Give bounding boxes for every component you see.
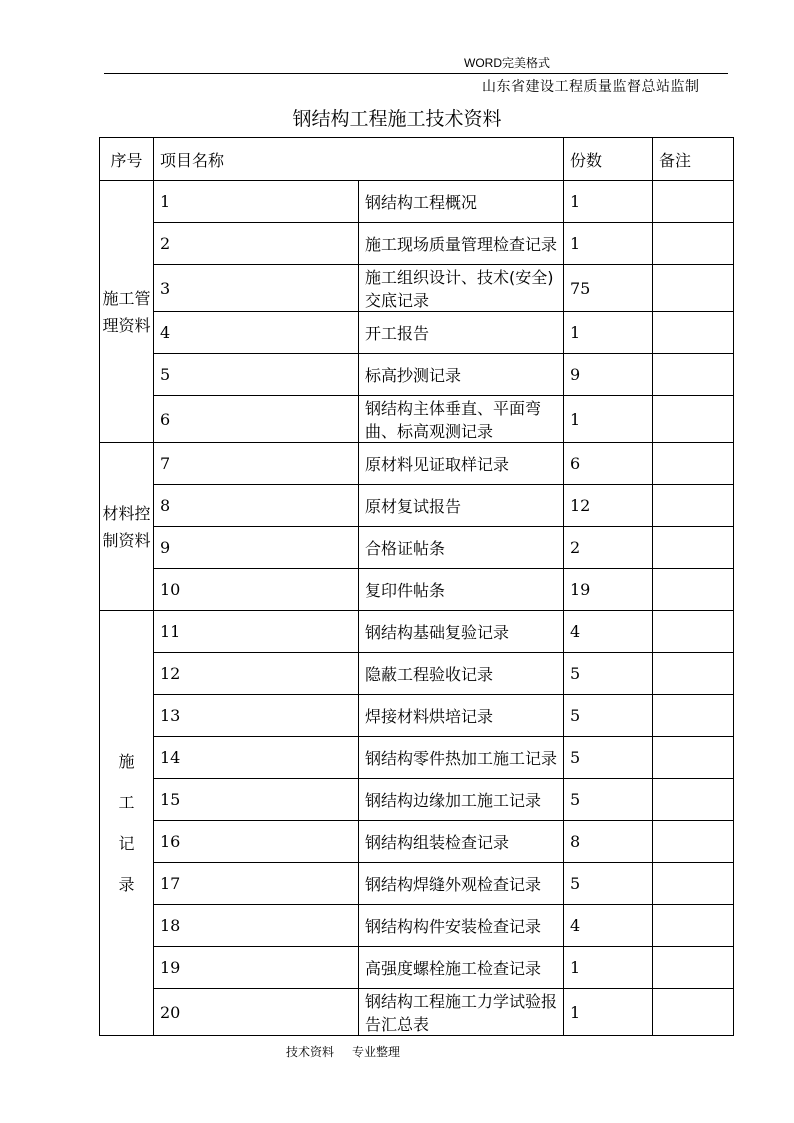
table-row (100, 947, 734, 989)
row-note (653, 821, 734, 863)
table-row (100, 443, 734, 485)
row-number: 10 (154, 569, 359, 611)
group-label-cell (100, 443, 154, 611)
table-header-row (100, 138, 734, 181)
row-item-name: 钢结构基础复验记录 (359, 611, 564, 653)
row-quantity: 5 (564, 779, 653, 821)
row-quantity: 1 (564, 181, 653, 223)
row-quantity: 9 (564, 354, 653, 396)
group-label-char: 施 (118, 752, 135, 771)
row-quantity: 2 (564, 527, 653, 569)
row-note (653, 695, 734, 737)
row-quantity: 5 (564, 695, 653, 737)
row-item-name: 钢结构主体垂直、平面弯曲、标高观测记录 (359, 396, 564, 443)
table-row (100, 653, 734, 695)
table-row (100, 396, 734, 443)
row-quantity: 1 (564, 947, 653, 989)
row-note (653, 737, 734, 779)
header-divider (104, 73, 728, 74)
row-note (653, 947, 734, 989)
row-number: 15 (154, 779, 359, 821)
group-label-char: 工 (118, 288, 135, 308)
group-label (100, 748, 153, 898)
row-quantity: 1 (564, 396, 653, 443)
header-word-label: WORD完美格式 (464, 56, 550, 70)
row-note (653, 265, 734, 312)
group-label-char: 理 (102, 315, 119, 335)
row-quantity: 4 (564, 905, 653, 947)
page-footer (286, 1043, 400, 1060)
row-number: 20 (154, 989, 359, 1036)
row-quantity: 5 (564, 737, 653, 779)
group-label-char: 资 (118, 315, 135, 335)
table-row (100, 312, 734, 354)
footer-right: 专业整理 (352, 1045, 401, 1059)
column-header-no: 序号 (100, 138, 154, 181)
group-label-char: 录 (118, 875, 135, 894)
row-number: 9 (154, 527, 359, 569)
row-number: 14 (154, 737, 359, 779)
column-header-note: 备注 (653, 138, 734, 181)
table-row (100, 569, 734, 611)
row-note (653, 312, 734, 354)
column-header-name: 项目名称 (154, 138, 564, 181)
table-row (100, 989, 734, 1036)
table-row (100, 611, 734, 653)
row-item-name: 钢结构焊缝外观检查记录 (359, 863, 564, 905)
row-quantity: 12 (564, 485, 653, 527)
table-row (100, 485, 734, 527)
row-note (653, 527, 734, 569)
row-item-name: 焊接材料烘培记录 (359, 695, 564, 737)
row-quantity: 1 (564, 312, 653, 354)
group-label-char: 管 (134, 288, 151, 308)
group-label-char: 记 (118, 834, 135, 853)
row-note (653, 354, 734, 396)
row-item-name: 钢结构工程施工力学试验报告汇总表 (359, 989, 564, 1036)
row-quantity: 5 (564, 863, 653, 905)
group-label-char: 料 (134, 315, 151, 335)
row-number: 18 (154, 905, 359, 947)
records-table (99, 137, 734, 1036)
row-item-name: 钢结构构件安装检查记录 (359, 905, 564, 947)
row-item-name: 标高抄测记录 (359, 354, 564, 396)
footer-left: 技术资料 (286, 1045, 335, 1059)
group-label-char: 资 (118, 530, 135, 550)
group-label-cell (100, 611, 154, 1036)
row-note (653, 611, 734, 653)
row-note (653, 396, 734, 443)
row-item-name: 钢结构工程概况 (359, 181, 564, 223)
table-row (100, 354, 734, 396)
row-note (653, 485, 734, 527)
row-quantity: 5 (564, 653, 653, 695)
table-row (100, 821, 734, 863)
row-quantity: 6 (564, 443, 653, 485)
column-header-qty: 份数 (564, 138, 653, 181)
row-note (653, 223, 734, 265)
table-row (100, 863, 734, 905)
page-title: 钢结构工程施工技术资料 (292, 108, 502, 130)
group-label-char: 料 (134, 530, 151, 550)
header-organization: 山东省建设工程质量监督总站监制 (482, 79, 700, 95)
row-number: 17 (154, 863, 359, 905)
row-note (653, 905, 734, 947)
row-quantity: 4 (564, 611, 653, 653)
row-note (653, 443, 734, 485)
group-label-char: 材 (102, 503, 119, 523)
row-number: 16 (154, 821, 359, 863)
row-quantity: 19 (564, 569, 653, 611)
group-label-char: 工 (118, 793, 135, 812)
row-note (653, 181, 734, 223)
table-row (100, 527, 734, 569)
group-label-char: 施 (102, 288, 119, 308)
row-item-name: 开工报告 (359, 312, 564, 354)
row-item-name: 原材复试报告 (359, 485, 564, 527)
table-row (100, 737, 734, 779)
row-item-name: 施工现场质量管理检查记录 (359, 223, 564, 265)
table-row (100, 905, 734, 947)
row-number: 13 (154, 695, 359, 737)
row-number: 7 (154, 443, 359, 485)
row-item-name: 高强度螺栓施工检查记录 (359, 947, 564, 989)
group-label-cell (100, 181, 154, 443)
row-number: 8 (154, 485, 359, 527)
row-item-name: 合格证帖条 (359, 527, 564, 569)
row-number: 11 (154, 611, 359, 653)
row-quantity: 8 (564, 821, 653, 863)
row-number: 12 (154, 653, 359, 695)
row-number: 3 (154, 265, 359, 312)
row-number: 2 (154, 223, 359, 265)
row-item-name: 钢结构边缘加工施工记录 (359, 779, 564, 821)
table-row (100, 181, 734, 223)
row-item-name: 钢结构零件热加工施工记录 (359, 737, 564, 779)
table-row (100, 265, 734, 312)
row-quantity: 1 (564, 223, 653, 265)
group-label-char: 制 (102, 530, 119, 550)
group-label (100, 500, 153, 554)
row-item-name: 施工组织设计、技术(安全)交底记录 (359, 265, 564, 312)
row-number: 19 (154, 947, 359, 989)
row-note (653, 569, 734, 611)
group-label (100, 285, 153, 339)
row-number: 5 (154, 354, 359, 396)
row-number: 6 (154, 396, 359, 443)
row-note (653, 863, 734, 905)
group-label-char: 料 (118, 503, 135, 523)
row-item-name: 复印件帖条 (359, 569, 564, 611)
row-item-name: 钢结构组装检查记录 (359, 821, 564, 863)
row-number: 4 (154, 312, 359, 354)
row-note (653, 653, 734, 695)
row-quantity: 75 (564, 265, 653, 312)
row-item-name: 原材料见证取样记录 (359, 443, 564, 485)
table-row (100, 779, 734, 821)
table-row (100, 223, 734, 265)
group-label-char: 控 (134, 503, 151, 523)
table-row (100, 695, 734, 737)
row-note (653, 989, 734, 1036)
row-quantity: 1 (564, 989, 653, 1036)
row-item-name: 隐蔽工程验收记录 (359, 653, 564, 695)
row-number: 1 (154, 181, 359, 223)
row-note (653, 779, 734, 821)
